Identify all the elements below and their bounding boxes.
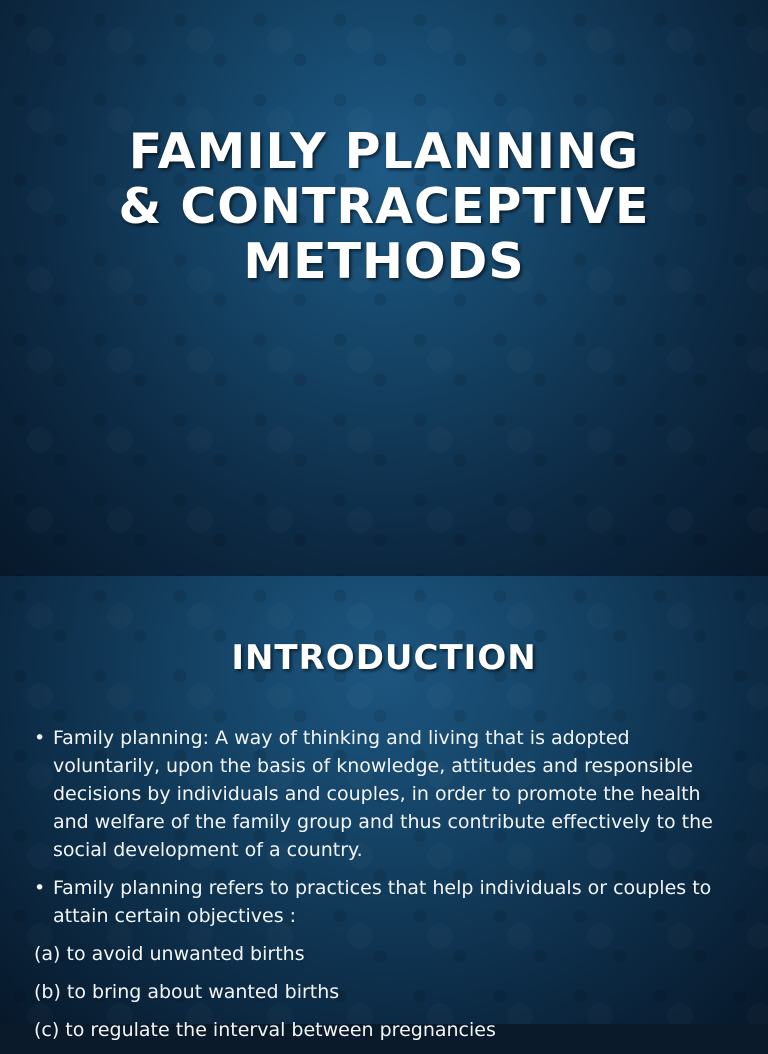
slide-title: FAMILY PLANNING & CONTRACEPTIVE METHODS (118, 123, 650, 290)
bullet-text: Family planning refers to practices that help individuals or couples to attain certain objectives : (53, 877, 712, 927)
slide-heading: INTRODUCTION (231, 638, 537, 678)
bullet-icon: • (34, 727, 46, 749)
introduction-slide (0, 576, 768, 1041)
bullet-text: Family planning: A way of thinking and living that is adopted voluntarily, upon the basis of knowledge, attitudes and responsible decisions by individuals and couples, in order to promote the health and welfare of the family group and thus contribute effectively to the social development of a country. (53, 727, 713, 861)
slide-body (34, 724, 728, 1054)
bullet-item (34, 874, 728, 930)
bullet-item (34, 724, 728, 864)
objective-item: (a) to avoid unwanted births (34, 943, 305, 965)
objective-item: (b) to bring about wanted births (34, 981, 340, 1003)
objective-item: (c) to regulate the interval between pregnancies (34, 1019, 496, 1041)
bullet-icon: • (34, 877, 46, 899)
